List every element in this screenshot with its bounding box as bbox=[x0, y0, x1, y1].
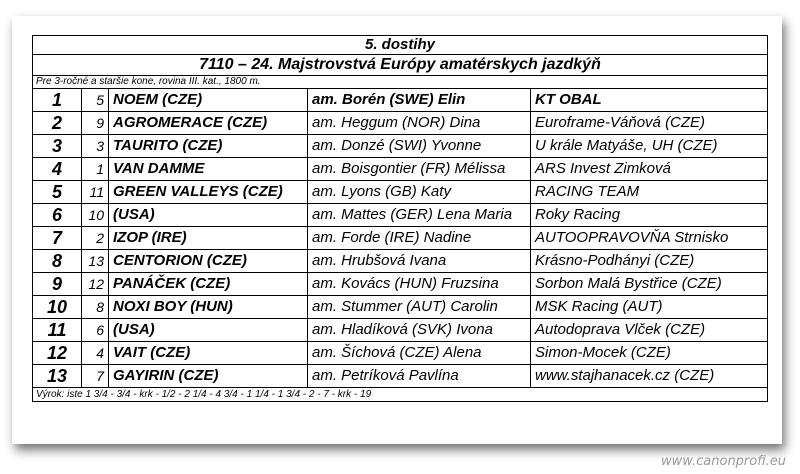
place: 12 bbox=[33, 342, 82, 365]
table-row bbox=[33, 158, 768, 181]
jockey-name: am. Mattes (GER) Lena Maria bbox=[308, 204, 531, 227]
start-number: 13 bbox=[82, 250, 109, 273]
table-row bbox=[33, 181, 768, 204]
place: 9 bbox=[33, 273, 82, 296]
jockey-name: am. Petríková Pavlína bbox=[308, 365, 531, 388]
table-row bbox=[33, 89, 768, 112]
owner-name: Roky Racing bbox=[531, 204, 768, 227]
horse-name: VAIT (CZE) bbox=[109, 342, 308, 365]
table-row bbox=[33, 273, 768, 296]
jockey-name: am. Forde (IRE) Nadine bbox=[308, 227, 531, 250]
owner-name: KT OBAL bbox=[531, 89, 768, 112]
start-number: 12 bbox=[82, 273, 109, 296]
owner-name: RACING TEAM bbox=[531, 181, 768, 204]
jockey-name: am. Kovács (HUN) Fruzsina bbox=[308, 273, 531, 296]
jockey-name: am. Hrubšová Ivana bbox=[308, 250, 531, 273]
horse-name: CENTORION (CZE) bbox=[109, 250, 308, 273]
jockey-name: am. Šíchová (CZE) Alena bbox=[308, 342, 531, 365]
jockey-name: am. Stummer (AUT) Carolin bbox=[308, 296, 531, 319]
start-number: 7 bbox=[82, 365, 109, 388]
table-row bbox=[33, 319, 768, 342]
table-row bbox=[33, 250, 768, 273]
horse-name: IZOP (IRE) bbox=[109, 227, 308, 250]
race-header-row bbox=[33, 36, 768, 55]
horse-name: AGROMERACE (CZE) bbox=[109, 112, 308, 135]
place: 13 bbox=[33, 365, 82, 388]
start-number: 2 bbox=[82, 227, 109, 250]
start-number: 3 bbox=[82, 135, 109, 158]
place: 11 bbox=[33, 319, 82, 342]
jockey-name: am. Lyons (GB) Katy bbox=[308, 181, 531, 204]
race-number: 5. dostihy bbox=[33, 36, 768, 55]
owner-name: Autodoprava Vlček (CZE) bbox=[531, 319, 768, 342]
horse-name: GAYIRIN (CZE) bbox=[109, 365, 308, 388]
place: 10 bbox=[33, 296, 82, 319]
results-table bbox=[32, 35, 768, 402]
owner-name: Sorbon Malá Bystřice (CZE) bbox=[531, 273, 768, 296]
owner-name: AUTOOPRAVOVŇA Strnisko bbox=[531, 227, 768, 250]
table-row bbox=[33, 135, 768, 158]
place: 5 bbox=[33, 181, 82, 204]
start-number: 6 bbox=[82, 319, 109, 342]
jockey-name: am. Hladíková (SVK) Ivona bbox=[308, 319, 531, 342]
place: 2 bbox=[33, 112, 82, 135]
race-conditions-row bbox=[33, 76, 768, 89]
place: 6 bbox=[33, 204, 82, 227]
horse-name: GREEN VALLEYS (CZE) bbox=[109, 181, 308, 204]
jockey-name: am. Boisgontier (FR) Mélissa bbox=[308, 158, 531, 181]
owner-name: Euroframe-Váňová (CZE) bbox=[531, 112, 768, 135]
start-number: 8 bbox=[82, 296, 109, 319]
start-number: 5 bbox=[82, 89, 109, 112]
place: 3 bbox=[33, 135, 82, 158]
table-row bbox=[33, 204, 768, 227]
owner-name: U krále Matyáše, UH (CZE) bbox=[531, 135, 768, 158]
place: 7 bbox=[33, 227, 82, 250]
table-row bbox=[33, 342, 768, 365]
owner-name: www.stajhanacek.cz (CZE) bbox=[531, 365, 768, 388]
watermark: www.canonprofi.eu bbox=[660, 454, 786, 469]
horse-name: (USA) bbox=[109, 319, 308, 342]
owner-name: ARS Invest Zimková bbox=[531, 158, 768, 181]
place: 1 bbox=[33, 89, 82, 112]
jockey-name: am. Heggum (NOR) Dina bbox=[308, 112, 531, 135]
start-number: 1 bbox=[82, 158, 109, 181]
place: 8 bbox=[33, 250, 82, 273]
jockey-name: am. Donzé (SWI) Yvonne bbox=[308, 135, 531, 158]
place: 4 bbox=[33, 158, 82, 181]
horse-name: (USA) bbox=[109, 204, 308, 227]
jockey-name: am. Borén (SWE) Elin bbox=[308, 89, 531, 112]
start-number: 10 bbox=[82, 204, 109, 227]
table-row bbox=[33, 296, 768, 319]
race-result-margins-row bbox=[33, 388, 768, 402]
table-row bbox=[33, 365, 768, 388]
horse-name: PANÁČEK (CZE) bbox=[109, 273, 308, 296]
race-title-row bbox=[33, 55, 768, 76]
document-page bbox=[12, 16, 782, 444]
horse-name: TAURITO (CZE) bbox=[109, 135, 308, 158]
horse-name: VAN DAMME bbox=[109, 158, 308, 181]
owner-name: MSK Racing (AUT) bbox=[531, 296, 768, 319]
race-conditions: Pre 3-ročné a staršie kone, rovina III. kat., 1800 m. bbox=[33, 76, 768, 89]
start-number: 11 bbox=[82, 181, 109, 204]
table-row bbox=[33, 112, 768, 135]
race-title: 7110 – 24. Majstrovstvá Európy amatérskych jazdkýň bbox=[33, 55, 768, 76]
owner-name: Simon-Mocek (CZE) bbox=[531, 342, 768, 365]
horse-name: NOEM (CZE) bbox=[109, 89, 308, 112]
start-number: 9 bbox=[82, 112, 109, 135]
table-row bbox=[33, 227, 768, 250]
horse-name: NOXI BOY (HUN) bbox=[109, 296, 308, 319]
start-number: 4 bbox=[82, 342, 109, 365]
race-result-margins: Výrok: iste 1 3/4 - 3/4 - krk - 1/2 - 2 1/4 - 4 3/4 - 1 1/4 - 1 3/4 - 2 - 7 - krk - 19 bbox=[33, 388, 768, 402]
owner-name: Krásno-Podhányi (CZE) bbox=[531, 250, 768, 273]
